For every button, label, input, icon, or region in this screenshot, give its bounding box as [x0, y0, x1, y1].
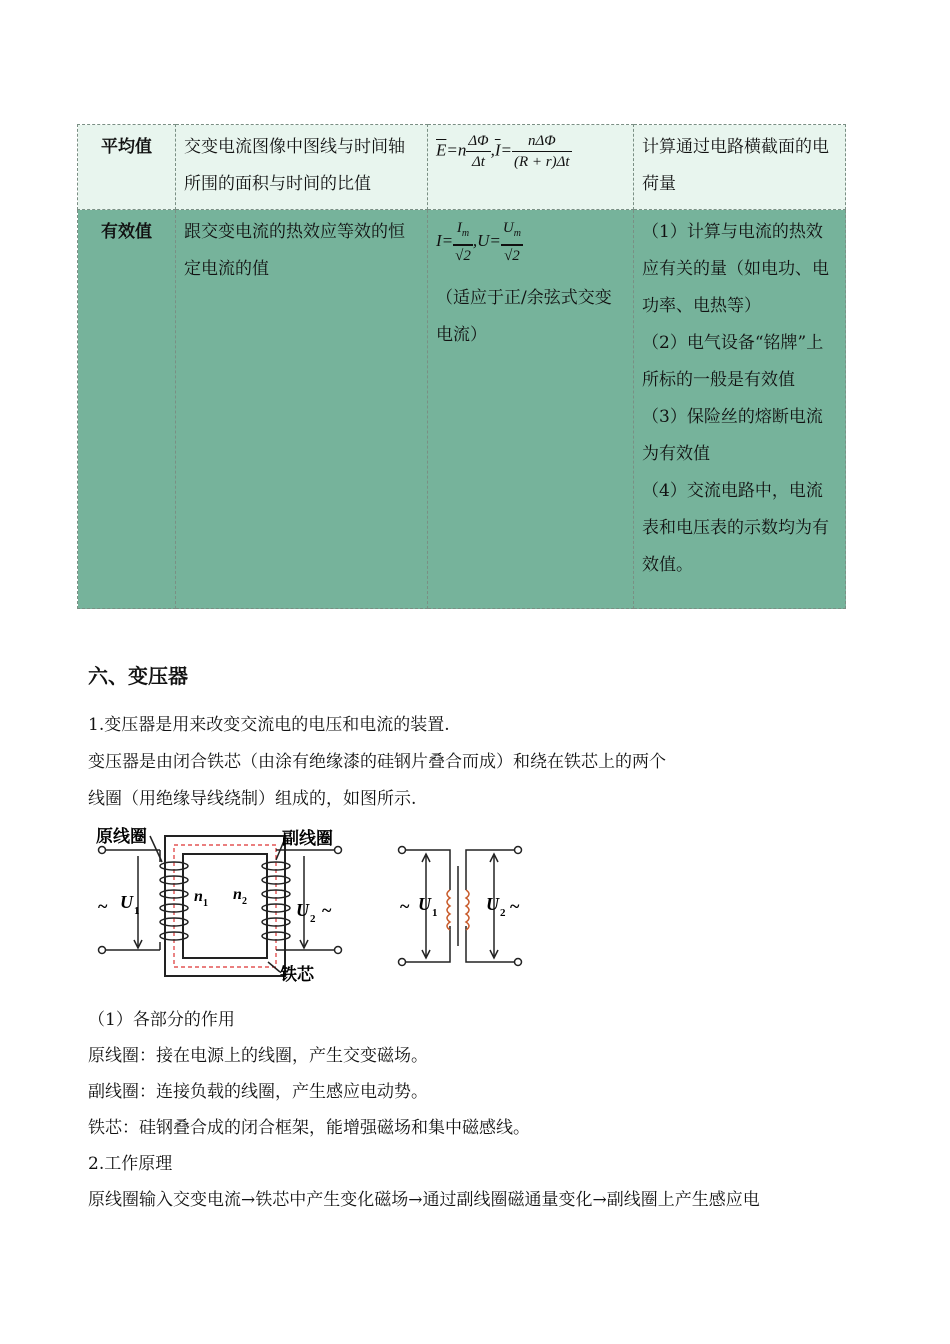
row-usage	[634, 210, 846, 609]
formula-note: （适应于正/余弦式交变电流）	[436, 288, 612, 345]
core-label: 铁芯	[280, 965, 314, 985]
u1-subscript: 1	[432, 907, 438, 919]
row-definition: 交变电流图像中图线与时间轴所围的面积与时间的比值	[176, 125, 428, 210]
n2-label: n	[233, 886, 242, 903]
denominator: √2	[453, 245, 473, 266]
secondary-coil-label: 副线圈	[282, 829, 333, 849]
usage-item: （1）计算与电流的热效应有关的量（如电功、电功率、电热等）	[642, 222, 829, 316]
paragraph: 2.工作原理	[88, 1154, 173, 1174]
n1-label: n	[194, 888, 203, 905]
ac-source-symbol: ~	[400, 896, 410, 916]
denominator: (R + r)Δt	[514, 154, 570, 170]
usage-item: （2）电气设备“铭牌”上所标的一般是有效值	[642, 333, 824, 390]
i-max: I	[456, 220, 462, 236]
section-heading: 六、变压器	[88, 664, 188, 688]
u2-label: U	[296, 900, 309, 920]
paragraph: 线圈（用绝缘导线绕制）组成的，如图所示.	[88, 789, 417, 809]
i-symbol: $\overline{I}$	[494, 140, 501, 160]
fraction	[453, 218, 473, 266]
formula-eq: =n	[446, 140, 467, 160]
u2-subscript: 2	[310, 913, 316, 925]
numerator	[453, 218, 473, 245]
paragraph: 1.变压器是用来改变交流电的电压和电流的装置.	[88, 715, 450, 735]
row-name: 平均值	[78, 125, 176, 210]
n1-subscript: 1	[203, 898, 208, 909]
formula-eq: =	[500, 140, 513, 160]
u2-subscript: 2	[500, 907, 506, 919]
terminal	[99, 947, 106, 954]
numerator	[501, 218, 523, 245]
paragraph: 变压器是由闭合铁芯（由涂有绝缘漆的硅钢片叠合而成）和绕在铁芯上的两个	[88, 752, 666, 772]
fraction	[501, 218, 523, 266]
i-symbol: I	[436, 230, 442, 250]
paragraph: 原线圈输入交变电流→铁芯中产生变化磁场→通过副线圈磁通量变化→副线圈上产生感应电	[88, 1190, 760, 1210]
terminal	[399, 847, 406, 854]
formula-sep: ,	[490, 140, 495, 160]
denominator: Δt	[472, 154, 485, 170]
paragraph: 原线圈：接在电源上的线圈，产生交变磁场。	[88, 1046, 428, 1066]
paragraph: 铁芯：硅钢叠合成的闭合框架，能增强磁场和集中磁感线。	[88, 1118, 530, 1138]
numerator: ΔΦ	[466, 131, 490, 152]
effective-formula	[436, 218, 625, 266]
transformer-structure-figure	[90, 822, 350, 994]
n2-subscript: 2	[242, 896, 247, 907]
ac-source-symbol: ~	[98, 896, 108, 916]
u2-label: U	[486, 894, 499, 914]
transformer-symbol-figure	[390, 826, 540, 986]
row-usage: 计算通过电路横截面的电荷量	[634, 125, 846, 210]
u-max: U	[502, 220, 514, 236]
table-row	[78, 210, 846, 609]
subscript: m	[513, 228, 521, 239]
terminal	[335, 847, 342, 854]
formula-sep: ,U	[472, 230, 490, 250]
terminal	[335, 947, 342, 954]
ac-output-symbol: ~	[322, 900, 332, 920]
row-name: 有效值	[78, 210, 176, 609]
terminal	[515, 847, 522, 854]
ac-output-symbol: ~	[510, 896, 520, 916]
ac-values-table	[77, 124, 846, 609]
primary-coil-label: 原线圈	[96, 827, 147, 847]
paragraph: 副线圈：连接负载的线圈，产生感应电动势。	[88, 1082, 428, 1102]
numerator: nΔΦ	[512, 131, 572, 152]
paragraph: （1）各部分的作用	[88, 1010, 235, 1030]
terminal	[399, 959, 406, 966]
e-symbol: $\overline{E}$	[436, 140, 447, 160]
denominator: √2	[501, 245, 523, 266]
subscript: m	[461, 228, 470, 239]
row-formula	[428, 125, 634, 210]
u1-label: U	[120, 892, 133, 912]
table-row	[78, 125, 846, 210]
average-formula	[436, 131, 625, 172]
row-definition: 跟交变电流的热效应等效的恒定电流的值	[176, 210, 428, 609]
terminal	[515, 959, 522, 966]
formula-eq: =	[441, 230, 454, 250]
row-formula	[428, 210, 634, 609]
usage-item: （3）保险丝的熔断电流为有效值	[642, 407, 823, 464]
fraction	[512, 131, 572, 172]
fraction	[466, 131, 490, 172]
formula-eq: =	[489, 230, 501, 250]
u1-subscript: 1	[134, 905, 140, 917]
u1-label: U	[418, 894, 431, 914]
usage-item: （4）交流电路中，电流表和电压表的示数均为有效值。	[642, 481, 829, 575]
terminal	[99, 847, 106, 854]
